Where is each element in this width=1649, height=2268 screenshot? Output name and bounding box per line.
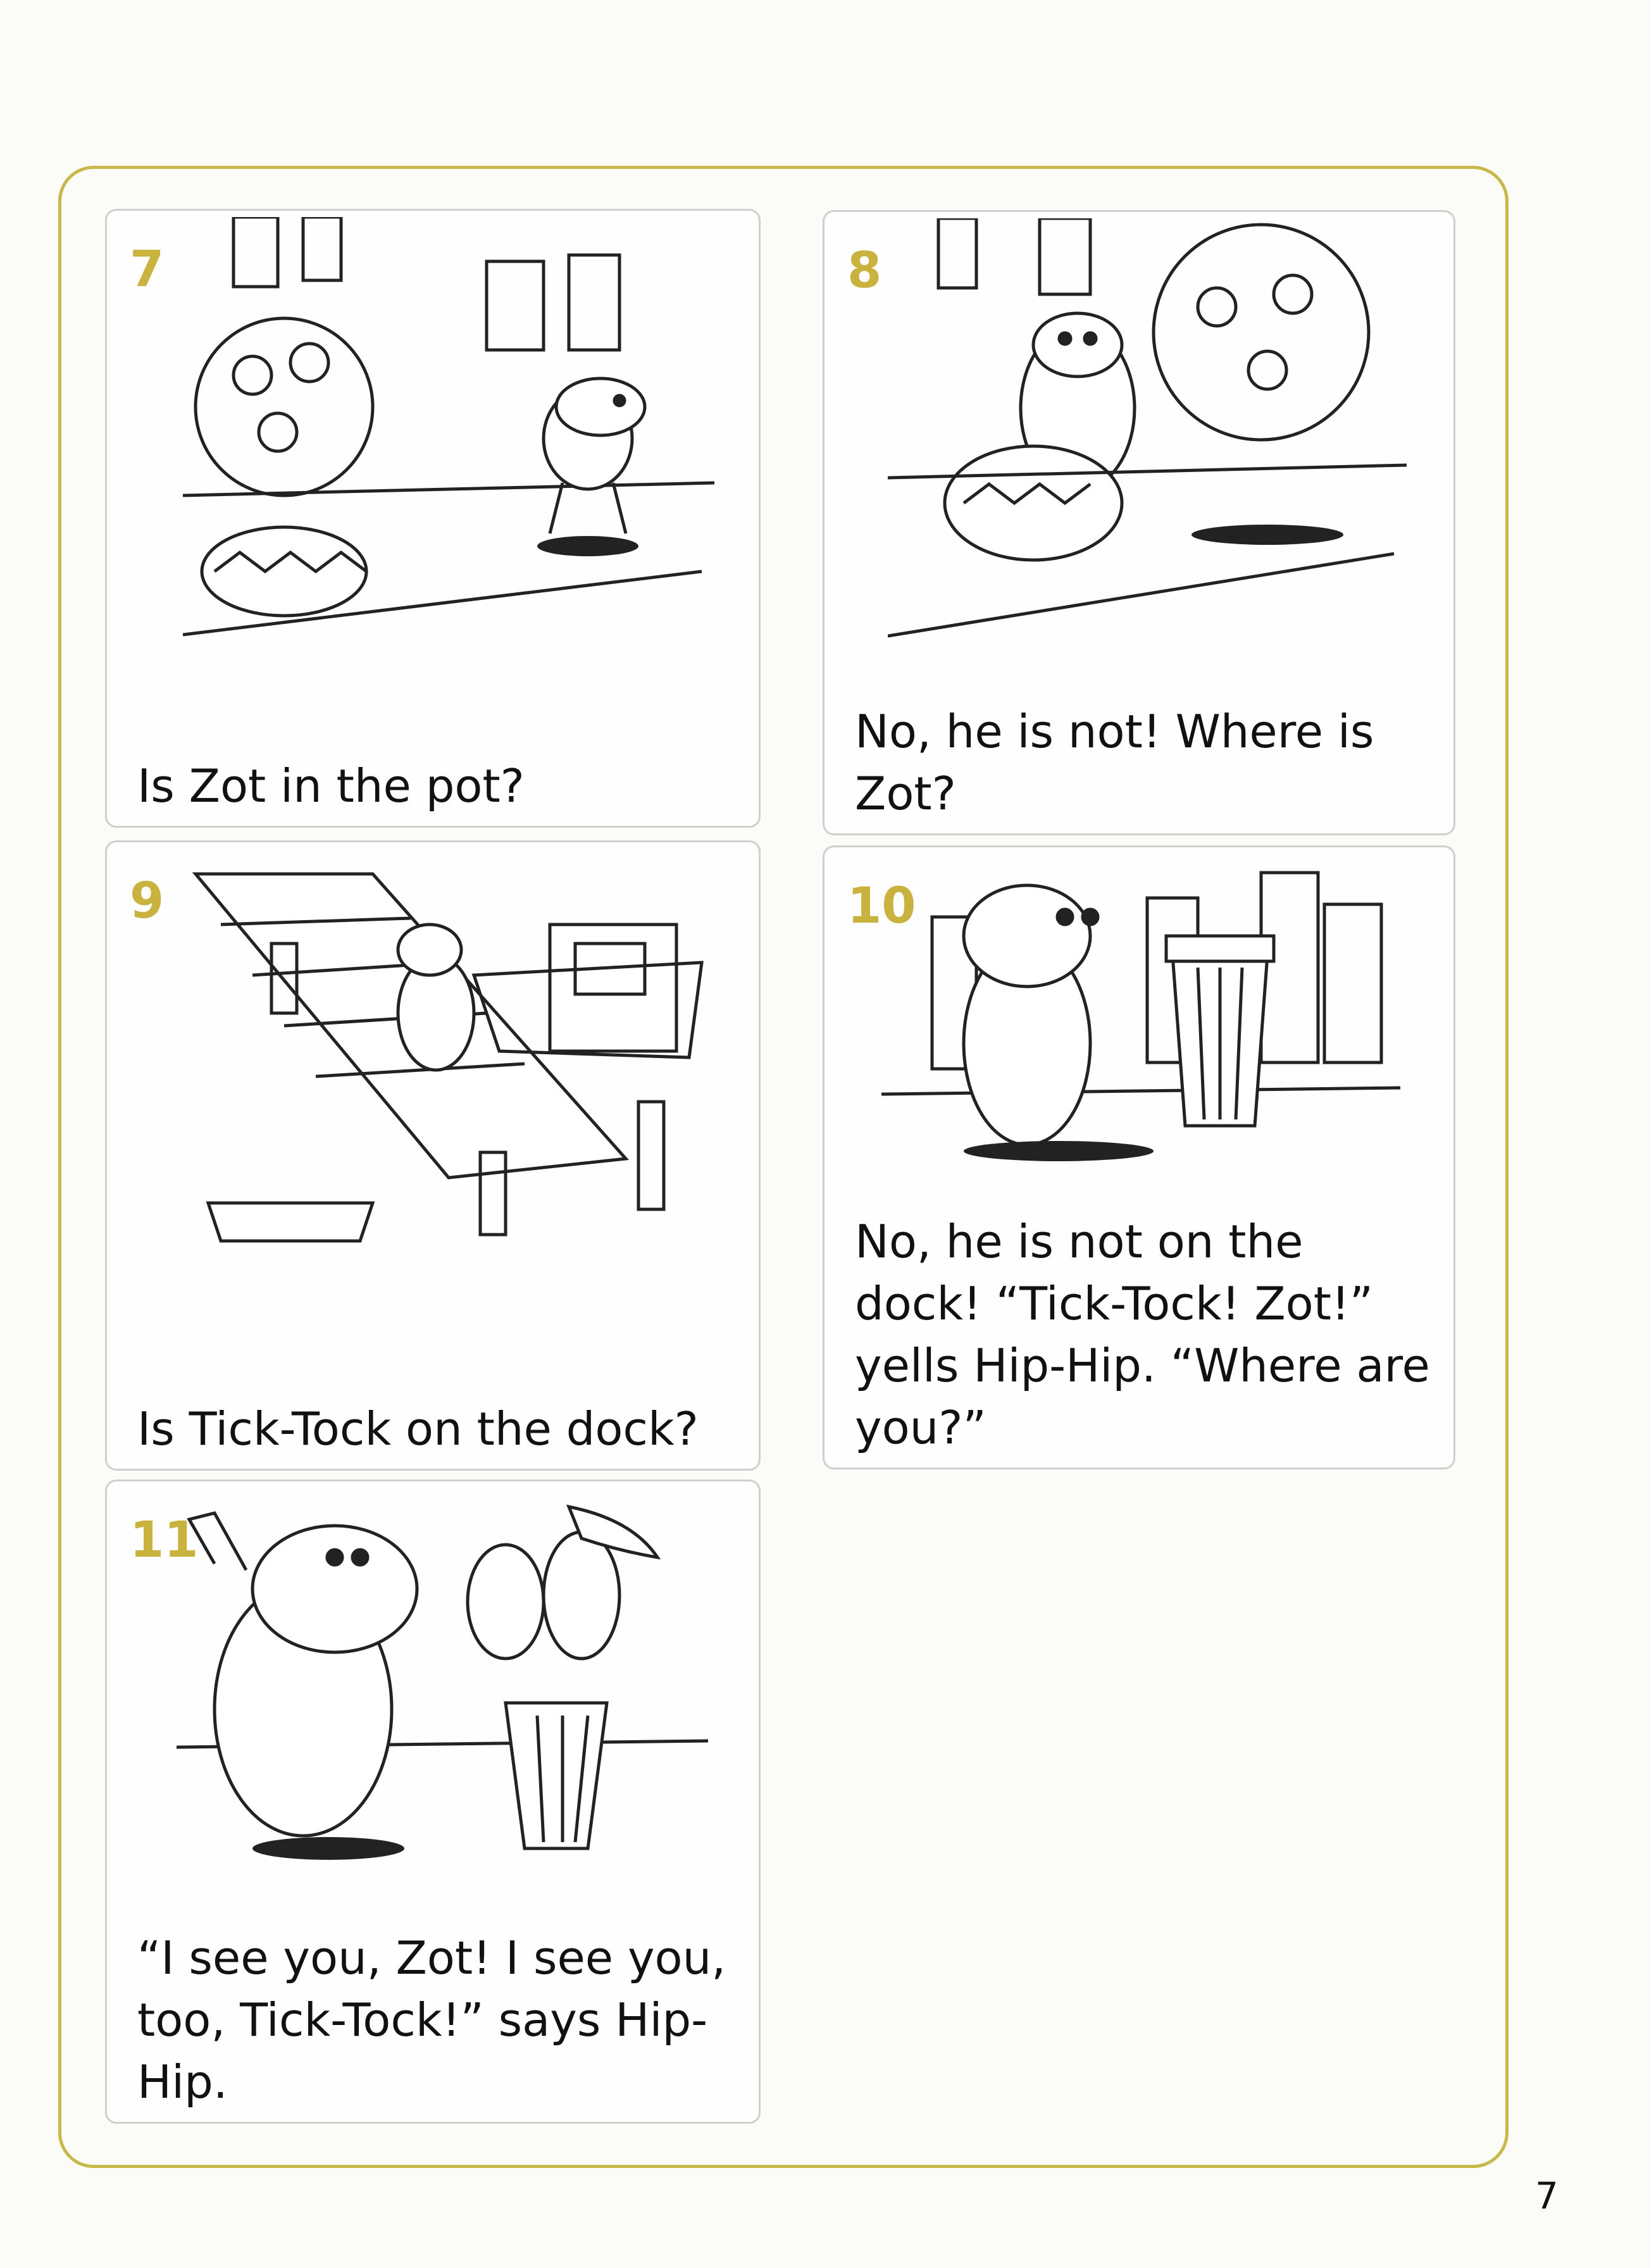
panel-caption: No, he is not! Where is Zot? [855,705,1374,820]
panel-number: 9 [130,873,165,930]
panel-caption: Is Tick-Tock on the dock? [137,1402,699,1455]
page-number: 7 [1535,2174,1559,2217]
panel-number: 10 [847,878,916,935]
story-panel-11 [105,1480,761,2124]
story-panel-8 [823,210,1455,835]
panel-number: 11 [130,1512,199,1569]
story-panel-10 [823,845,1455,1469]
illustration-hippo-and-flower-pot [183,217,714,660]
illustration-hippo-finds-friends [177,1494,708,1874]
story-panel-7 [105,209,761,828]
panel-caption: No, he is not on the dock! “Tick-Tock! Zot!” yells Hip-Hip. “Where are you?” [855,1215,1430,1454]
story-panel-9 [105,840,761,1471]
panel-caption: Is Zot in the pot? [137,759,525,813]
illustration-hippo-looks-in-pot [888,218,1407,661]
panel-number: 8 [847,242,882,299]
panel-number: 7 [130,241,165,298]
illustration-hippo-and-trash-can [881,860,1400,1189]
panel-caption: “I see you, Zot! I see you, too, Tick-Tock!” says Hip-Hip. [137,1931,726,2109]
illustration-dock-and-boat [183,849,727,1266]
